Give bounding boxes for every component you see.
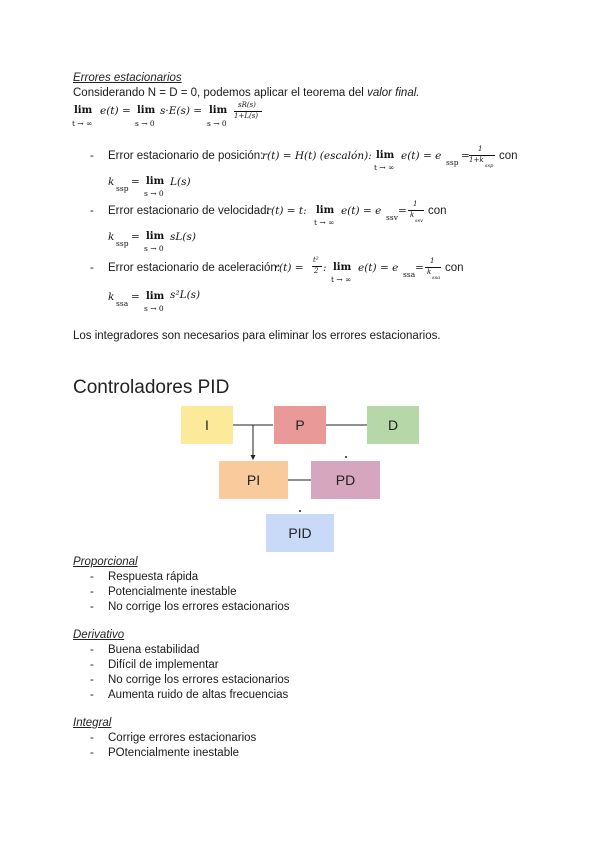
formula-lim-s1: lim (137, 105, 156, 116)
item-et: e(t) = e (341, 205, 382, 217)
k-lim: lim (146, 231, 165, 242)
k-lim-sub: s → 0 (144, 189, 164, 198)
item-label: Error estacionario de posición: (108, 150, 264, 162)
list-dash: - (90, 262, 94, 274)
item-frac-den-sub: ssv (415, 218, 423, 224)
k-expr: L(s) (170, 176, 191, 188)
k-expr: sL(s) (170, 231, 196, 243)
item-frac-den: 1+k (469, 156, 484, 164)
k-eq: = (131, 176, 140, 188)
section-heading-derivativo: Derivativo (73, 629, 125, 641)
arrowhead-pi (251, 455, 256, 460)
list-dash: - (90, 732, 94, 744)
box-pd (311, 461, 380, 499)
page-title-pid: Controladores PID (73, 377, 230, 398)
list-item: Respuesta rápida (108, 571, 199, 583)
list-dash: - (90, 150, 94, 162)
item-et: e(t) = e (401, 150, 442, 162)
formula-frac-num: sR(s) (238, 101, 256, 109)
list-item: No corrige los errores estacionarios (108, 601, 290, 613)
box-pi-label: PI (246, 472, 261, 488)
item-lim: lim (376, 150, 395, 161)
formula-sEs: s·E(s) = (160, 105, 203, 117)
item-frac-den-sub: ssa (432, 275, 441, 281)
k-symbol: k (108, 176, 115, 188)
list-dash: - (90, 586, 94, 598)
item-lim-sub: t → ∞ (374, 163, 395, 172)
intro-plain: Considerando N = D = 0, podemos aplicar el teorema del (73, 87, 368, 99)
item-input: r(t) = t: (266, 205, 307, 217)
k-sub: ssp (116, 239, 129, 248)
item-input-den: 2 (314, 267, 319, 275)
section-heading-proporcional: Proporcional (73, 556, 138, 568)
intro-emphasis: valor final. (367, 87, 420, 99)
item-et: e(t) = e (358, 262, 399, 274)
item-frac-num: 1 (430, 257, 435, 265)
list-item: Aumenta ruido de altas frecuencias (108, 689, 289, 701)
item-lim-sub: t → ∞ (331, 275, 352, 284)
item-con: con (445, 262, 464, 274)
formula-et: e(t) = (100, 105, 131, 117)
list-dash: - (90, 689, 94, 701)
section-heading-errores: Errores estacionarios (73, 72, 182, 84)
box-d-label: D (387, 417, 399, 433)
list-item: No corrige los errores estacionarios (108, 674, 290, 686)
box-pid (266, 514, 334, 552)
k-symbol: k (108, 231, 115, 243)
k-expr: s²L(s) (170, 289, 201, 301)
list-dash: - (90, 674, 94, 686)
box-pi (219, 461, 288, 499)
box-pid-label: PID (288, 525, 312, 541)
list-item: Corrige errores estacionarios (108, 732, 257, 744)
item-input-num: t² (313, 256, 319, 264)
formula-lim-s2-sub: s → 0 (207, 119, 227, 128)
item-frac-num: 1 (413, 200, 418, 208)
section-heading-integral: Integral (73, 717, 112, 729)
list-item: Potencialmente inestable (108, 586, 237, 598)
item-con: con (499, 150, 518, 162)
formula-lim-s1-sub: s → 0 (135, 119, 155, 128)
box-p (274, 406, 326, 444)
dot-pid (299, 510, 301, 512)
list-dash: - (90, 659, 94, 671)
k-sub: ssp (116, 184, 129, 193)
formula-frac-den: 1+L(s) (234, 112, 259, 120)
box-i-label: I (205, 417, 209, 433)
formula-lim-s2: lim (209, 105, 228, 116)
item-input: r(t) = H(t) (escalón): (262, 150, 372, 162)
item-e-sub: ssv (386, 213, 398, 222)
item-e-sub: ssa (403, 270, 416, 279)
list-item: POtencialmente inestable (108, 747, 240, 759)
k-lim: lim (146, 291, 165, 302)
item-label: Error estacionario de aceleración: (108, 262, 280, 274)
item-frac-num: 1 (478, 145, 483, 153)
list-item: Difícil de implementar (108, 659, 219, 671)
item-frac-den: k (410, 211, 415, 219)
formula-lim-t: lim (74, 105, 93, 116)
list-dash: - (90, 747, 94, 759)
k-symbol: k (108, 291, 115, 303)
box-pd-label: PD (335, 472, 356, 488)
item-label: Error estacionario de velocidad: (108, 205, 270, 217)
conclusion-text: Los integradores son necesarios para eliminar los errores estacionarios. (73, 330, 441, 342)
item-input-tail: : (323, 262, 327, 274)
item-eq: = (398, 205, 407, 217)
k-eq: = (131, 231, 140, 243)
list-dash: - (90, 571, 94, 583)
box-p-label: P (295, 417, 305, 433)
item-e-sub: ssp (446, 158, 459, 167)
list-item: Buena estabilidad (108, 644, 200, 656)
item-lim: lim (316, 205, 335, 216)
item-con: con (428, 205, 447, 217)
dot-pd (345, 456, 347, 458)
list-dash: - (90, 644, 94, 656)
item-lim: lim (333, 262, 352, 273)
list-dash: - (90, 205, 94, 217)
k-eq: = (131, 291, 140, 303)
k-lim-sub: s → 0 (144, 304, 164, 313)
item-frac-den-sub: ssp (485, 163, 494, 169)
list-dash: - (90, 601, 94, 613)
box-i (181, 406, 233, 444)
item-eq: = (415, 262, 424, 274)
k-lim: lim (146, 176, 165, 187)
item-input: r(t) = (274, 262, 304, 274)
item-frac-den: k (427, 268, 432, 276)
box-d (367, 406, 419, 444)
k-sub: ssa (116, 299, 129, 308)
item-lim-sub: t → ∞ (314, 218, 335, 227)
k-lim-sub: s → 0 (144, 244, 164, 253)
formula-lim-t-sub: t → ∞ (72, 119, 93, 128)
item-eq: = (461, 150, 470, 162)
